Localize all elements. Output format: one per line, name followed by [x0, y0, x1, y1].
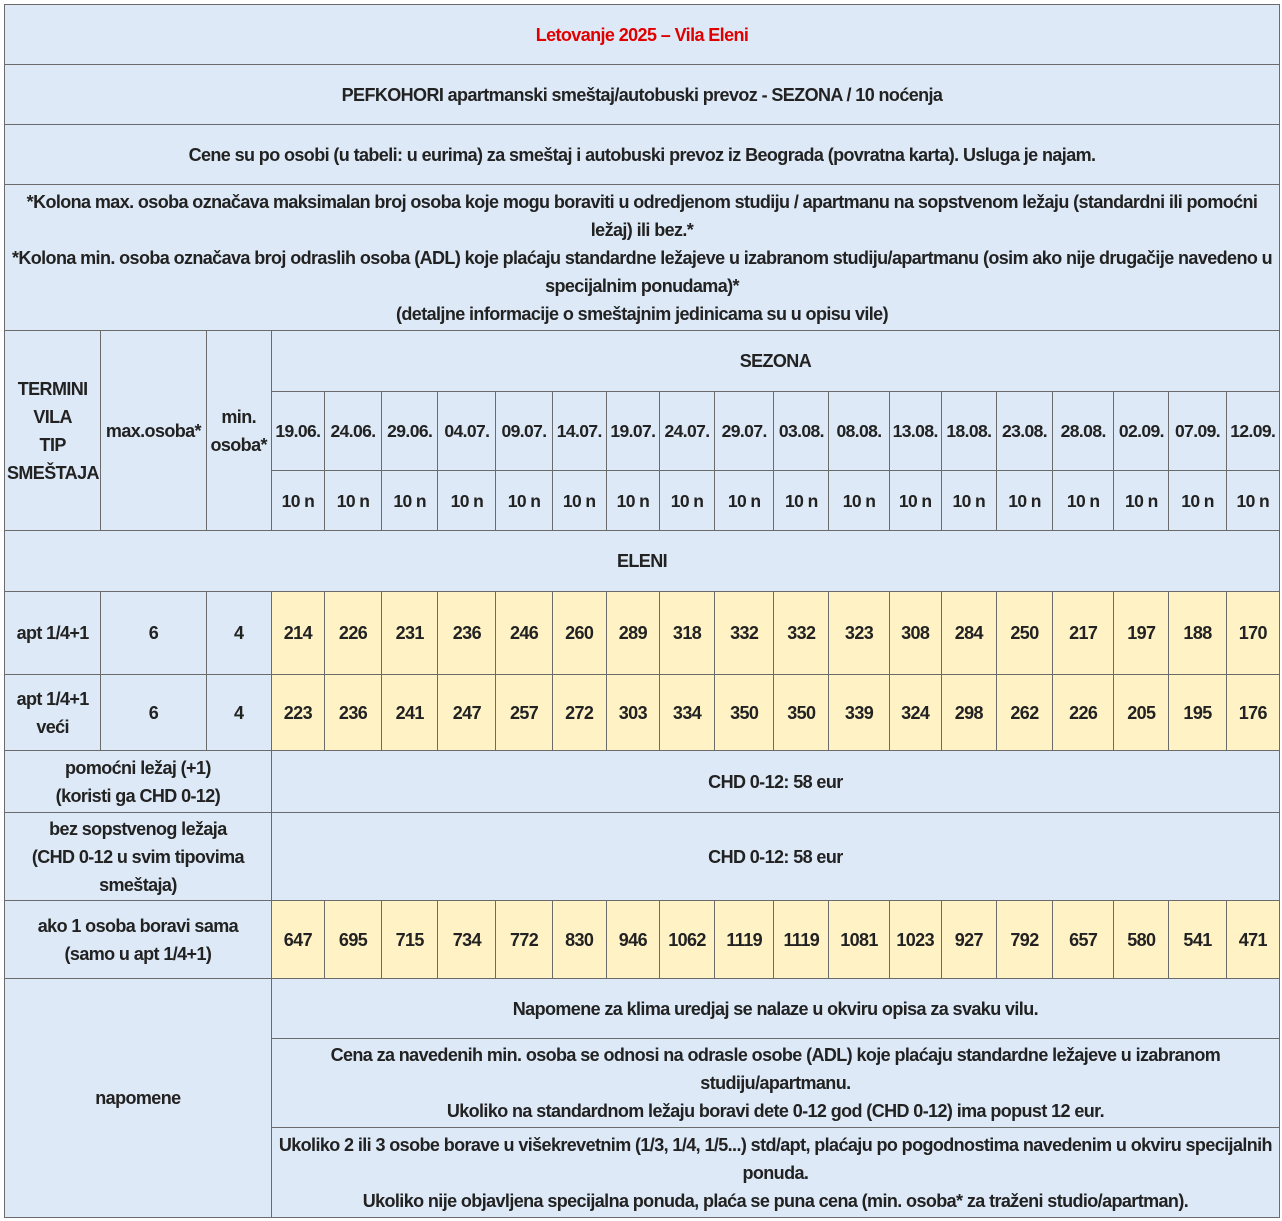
no-bed-label: [5, 813, 272, 901]
single-price-cell: 657: [1053, 901, 1114, 979]
accommodation-type-line: apt 1/4+1: [16, 623, 89, 643]
note-text-line: Ukoliko 2 ili 3 osobe borave u višekrevetnim (1/3, 1/4, 1/5...) std/apt, plaćaju po pogodnostima navedenim u okviru specijalnih ponuda.: [278, 1134, 1272, 1183]
price-cell: 247: [438, 675, 496, 751]
single-price-cell: 734: [438, 901, 496, 979]
no-bed-price: CHD 0-12: 58 eur: [271, 813, 1279, 901]
price-cell: 324: [889, 675, 941, 751]
single-price-cell: 580: [1114, 901, 1169, 979]
single-price-cell: 830: [552, 901, 606, 979]
single-price-cell: 1062: [659, 901, 714, 979]
single-price-cell: 1081: [829, 901, 889, 979]
date-header-cell: 23.08.: [996, 392, 1052, 471]
price-note: Cene su po osobi (u tabeli: u eurima) za smeštaj i autobuski prevoz iz Beograda (povratna karta). Usluga je najam.: [5, 125, 1280, 185]
min-persons-value: 4: [206, 592, 271, 675]
price-cell: 241: [382, 675, 438, 751]
price-cell: 205: [1114, 675, 1169, 751]
price-cell: 323: [829, 592, 889, 675]
date-header-cell: 14.07.: [552, 392, 606, 471]
extra-bed-label: [5, 751, 272, 813]
single-price-cell: 471: [1226, 901, 1279, 979]
accommodation-type: [5, 675, 101, 751]
header-min-line: osoba*: [210, 434, 267, 455]
note-text-line: Ukoliko nije objavljena specijalna ponuda, plaća se puna cena (min. osoba* za traženi studio/apartman).: [362, 1190, 1189, 1211]
nights-header-cell: 10 n: [659, 471, 714, 531]
nights-header-cell: 10 n: [271, 471, 324, 531]
nights-header-cell: 10 n: [829, 471, 889, 531]
no-bed-row: [5, 813, 1280, 901]
price-cell: 170: [1226, 592, 1279, 675]
accommodation-type: [5, 592, 101, 675]
note-text-line: Cena za navedenih min. osoba se odnosi na odrasle osobe (ADL) koje plaćaju standardne ležajeve u izabranom studiju/apartmanu.: [330, 1045, 1221, 1093]
price-cell: 236: [324, 675, 381, 751]
nights-header-cell: 10 n: [1114, 471, 1169, 531]
date-header-cell: 19.07.: [606, 392, 659, 471]
extra-bed-row: [5, 751, 1280, 813]
price-cell: 226: [1053, 675, 1114, 751]
price-cell: 262: [996, 675, 1052, 751]
min-persons-note: *Kolona min. osoba označava broj odraslih osoba (ADL) koje plaćaju standardne ležajeve u izabranom studiju/apartmanu (osim ako nije drugačije navedeno u specijalnim ponudama)*: [11, 247, 1273, 296]
note-text-line: Ukoliko na standardnom ležaju boravi dete 0-12 god (CHD 0-12) ima popust 12 eur.: [446, 1101, 1104, 1121]
note-text-line: Napomene za klima uredjaj se nalaze u okviru opisa za svaku vilu.: [512, 998, 1039, 1019]
page-title: Letovanje 2025 – Vila Eleni: [5, 5, 1280, 65]
single-price-cell: 695: [324, 901, 381, 979]
single-occupancy-row: [5, 901, 1280, 979]
page-subtitle: PEFKOHORI apartmanski smeštaj/autobuski prevoz - SEZONA / 10 noćenja: [5, 65, 1280, 125]
price-cell: 334: [659, 675, 714, 751]
date-header-cell: 08.08.: [829, 392, 889, 471]
nights-header-cell: 10 n: [324, 471, 381, 531]
max-persons-value: 6: [101, 592, 206, 675]
nights-header-cell: 10 n: [715, 471, 774, 531]
nights-header-cell: 10 n: [552, 471, 606, 531]
notes-label: napomene: [5, 979, 272, 1218]
nights-header-cell: 10 n: [382, 471, 438, 531]
date-header-cell: 09.07.: [496, 392, 552, 471]
date-header-cell: 29.07.: [715, 392, 774, 471]
extra-bed-price: CHD 0-12: 58 eur: [271, 751, 1279, 813]
price-cell: 332: [715, 592, 774, 675]
price-note-row: [5, 125, 1280, 185]
header-termini-vila-tip: [5, 331, 101, 531]
villa-name: ELENI: [5, 531, 1280, 592]
price-cell: 214: [271, 592, 324, 675]
accommodation-type-line: veći: [36, 716, 69, 737]
single-price-cell: 946: [606, 901, 659, 979]
price-cell: 308: [889, 592, 941, 675]
price-cell: 188: [1169, 592, 1226, 675]
price-cell: 176: [1226, 675, 1279, 751]
nights-header-cell: 10 n: [774, 471, 829, 531]
note-text: [271, 979, 1279, 1039]
single-price-cell: 541: [1169, 901, 1226, 979]
date-header-cell: 04.07.: [438, 392, 496, 471]
title-row: [5, 5, 1280, 65]
date-header-cell: 29.06.: [382, 392, 438, 471]
header-termini-line: VILA: [33, 406, 72, 427]
details-note: (detaljne informacije o smeštajnim jedinicama su u opisu vile): [396, 303, 888, 324]
header-max-persons: max.osoba*: [101, 331, 206, 531]
date-header-cell: 13.08.: [889, 392, 941, 471]
date-header-cell: 03.08.: [774, 392, 829, 471]
info-row: [5, 185, 1280, 331]
single-price-cell: 1023: [889, 901, 941, 979]
price-cell: 217: [1053, 592, 1114, 675]
header-row-season: [5, 331, 1280, 392]
price-cell: 339: [829, 675, 889, 751]
nights-header-cell: 10 n: [438, 471, 496, 531]
nights-header-cell: 10 n: [1226, 471, 1279, 531]
villa-row: [5, 531, 1280, 592]
price-cell: 350: [774, 675, 829, 751]
date-header-cell: 07.09.: [1169, 392, 1226, 471]
accommodation-type-line: apt 1/4+1: [16, 688, 89, 709]
no-bed-label-line: bez sopstvenog ležaja: [49, 818, 227, 839]
min-persons-value: 4: [206, 675, 271, 751]
nights-header-cell: 10 n: [996, 471, 1052, 531]
price-cell: 350: [715, 675, 774, 751]
date-header-cell: 02.09.: [1114, 392, 1169, 471]
max-persons-note: *Kolona max. osoba označava maksimalan broj osoba koje mogu boraviti u odredjenom studiju / apartmanu na sopstvenom ležaju (standardni ili pomoćni ležaj) ili bez.*: [26, 191, 1258, 240]
extra-bed-label-line: pomoćni ležaj (+1): [65, 757, 211, 778]
header-termini-line: TERMINI: [17, 378, 88, 399]
price-cell: 197: [1114, 592, 1169, 675]
price-cell: 246: [496, 592, 552, 675]
price-cell: 260: [552, 592, 606, 675]
price-cell: 289: [606, 592, 659, 675]
subtitle-row: [5, 65, 1280, 125]
note-text: [271, 1039, 1279, 1128]
date-header-cell: 12.09.: [1226, 392, 1279, 471]
price-cell: 223: [271, 675, 324, 751]
nights-header-cell: 10 n: [889, 471, 941, 531]
no-bed-label-line: smeštaja): [99, 874, 177, 895]
single-occupancy-label-line: (samo u apt 1/4+1): [64, 943, 212, 964]
accommodation-row: [5, 592, 1280, 675]
single-occupancy-label: [5, 901, 272, 979]
header-termini-line: SMEŠTAJA: [7, 462, 99, 483]
date-header-cell: 28.08.: [1053, 392, 1114, 471]
nights-header-cell: 10 n: [1169, 471, 1226, 531]
single-price-cell: 772: [496, 901, 552, 979]
nights-header-cell: 10 n: [606, 471, 659, 531]
nights-header-cell: 10 n: [1053, 471, 1114, 531]
nights-header-cell: 10 n: [496, 471, 552, 531]
price-cell: 303: [606, 675, 659, 751]
extra-bed-label-line: (koristi ga CHD 0-12): [55, 785, 221, 806]
date-header-cell: 24.06.: [324, 392, 381, 471]
price-cell: 272: [552, 675, 606, 751]
single-occupancy-label-line: ako 1 osoba boravi sama: [37, 915, 239, 936]
date-header-cell: 19.06.: [271, 392, 324, 471]
accommodation-row: [5, 675, 1280, 751]
single-price-cell: 715: [382, 901, 438, 979]
no-bed-label-line: (CHD 0-12 u svim tipovima: [31, 846, 244, 867]
price-cell: 236: [438, 592, 496, 675]
single-price-cell: 792: [996, 901, 1052, 979]
max-persons-value: 6: [101, 675, 206, 751]
nights-header-cell: 10 n: [941, 471, 996, 531]
price-cell: 195: [1169, 675, 1226, 751]
price-cell: 257: [496, 675, 552, 751]
header-termini-line: TIP: [39, 434, 66, 455]
date-header-cell: 24.07.: [659, 392, 714, 471]
header-min-line: min.: [221, 406, 256, 427]
price-cell: 318: [659, 592, 714, 675]
price-cell: 332: [774, 592, 829, 675]
single-price-cell: 927: [941, 901, 996, 979]
note-text: [271, 1128, 1279, 1218]
single-price-cell: 1119: [715, 901, 774, 979]
price-table: [4, 4, 1280, 1218]
price-cell: 231: [382, 592, 438, 675]
single-price-cell: 647: [271, 901, 324, 979]
header-min-persons: [206, 331, 271, 531]
notes-row: [5, 979, 1280, 1039]
date-header-cell: 18.08.: [941, 392, 996, 471]
info-cell: [5, 185, 1280, 331]
price-cell: 298: [941, 675, 996, 751]
price-cell: 250: [996, 592, 1052, 675]
single-price-cell: 1119: [774, 901, 829, 979]
price-cell: 226: [324, 592, 381, 675]
price-cell: 284: [941, 592, 996, 675]
header-season: SEZONA: [271, 331, 1279, 392]
